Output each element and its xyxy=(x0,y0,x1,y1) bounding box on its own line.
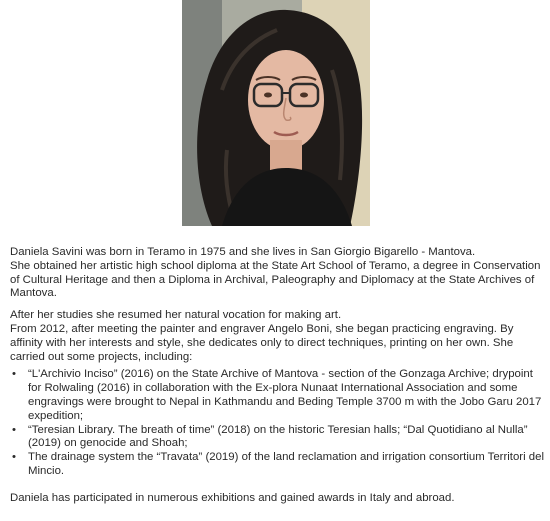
project-text: The drainage system the “Travata” (2019) of the land reclamation and irrigation consortium Territori del Mincio. xyxy=(28,451,544,477)
bullet-icon: • xyxy=(12,423,16,436)
biography-text xyxy=(10,246,544,506)
list-item xyxy=(10,451,544,479)
bio-closing-line: Daniela has participated in numerous exhibitions and gained awards in Italy and abroad. xyxy=(10,491,455,504)
list-item xyxy=(10,368,544,423)
portrait-illustration xyxy=(182,0,370,226)
bio-intro-line-1: Daniela Savini was born in Teramo in 1975 and she lives in San Giorgio Bigarello - Mantova. xyxy=(10,246,476,258)
bio-intro-line-2: She obtained her artistic high school diploma at the State Art School of Teramo, a degree in Conservation of Cultural Heritage and then a Diploma in Archival, Paleography and Diplomacy at the State Archives of Mantova. xyxy=(10,259,541,300)
projects-list xyxy=(10,368,544,478)
bullet-icon: • xyxy=(12,368,16,381)
project-text: “L'Archivio Inciso” (2016) on the State Archive of Mantova - section of the Gonzaga Archive; drypoint for Rolwaling (2016) in collaboration with the Ex-plora Nunaat International Association and some engravings were brought to Nepal in Kathmandu and Beding Temple 3700 m with the Jobo Garu 2017 expedition; xyxy=(28,368,542,422)
portrait-photo xyxy=(182,0,370,226)
bio-engraving-line: From 2012, after meeting the painter and engraver Angelo Boni, she began practicing engraving. By affinity with her interests and style, she dedicates only to direct techniques, printing on her own. She carried out some projects, including: xyxy=(10,322,514,363)
list-item xyxy=(10,424,544,452)
bullet-icon: • xyxy=(12,451,16,464)
project-text: “Teresian Library. The breath of time” (2018) on the historic Teresian halls; “Dal Quotidiano al Nulla” (2019) on genocide and Shoah; xyxy=(28,423,528,450)
bio-vocation-line: After her studies she resumed her natural vocation for making art. xyxy=(10,309,342,322)
